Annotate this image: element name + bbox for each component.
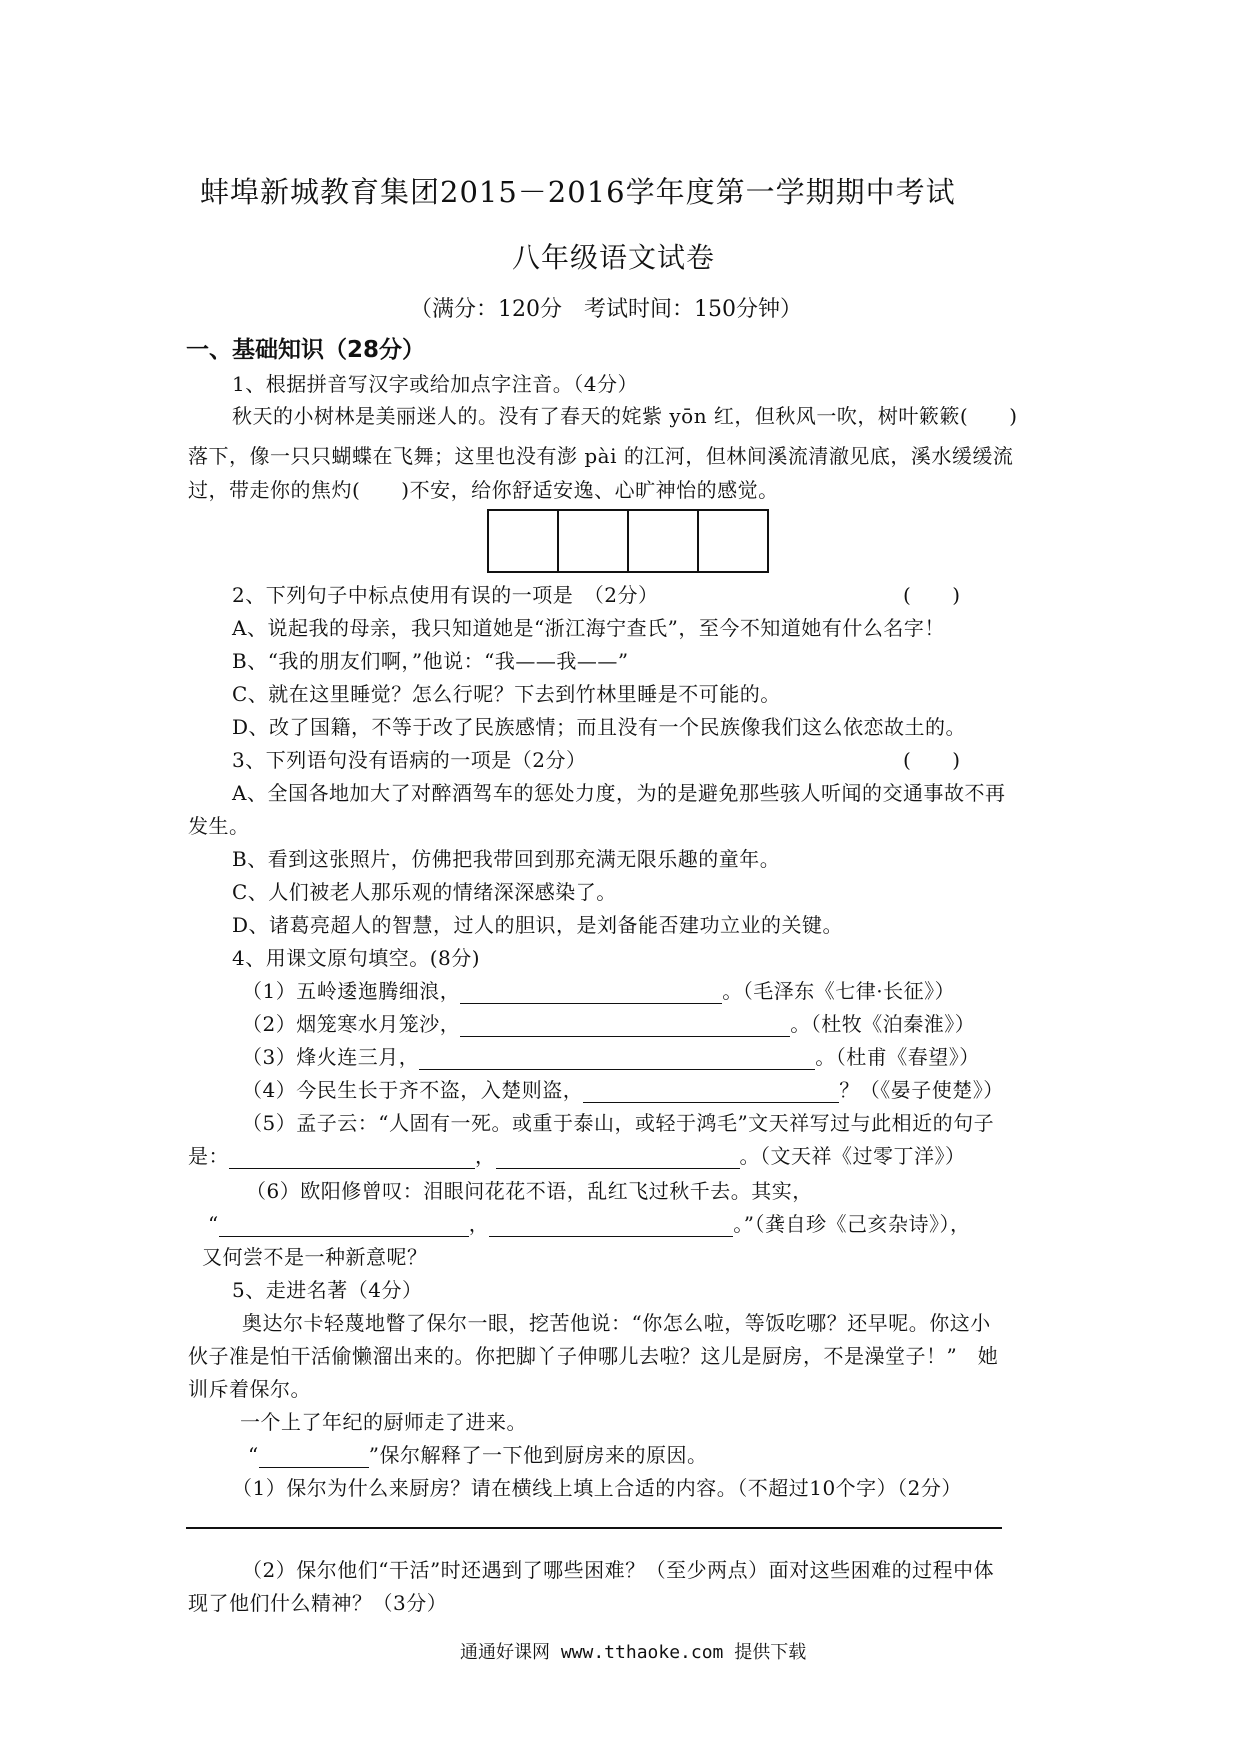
q4-item-6-end: 又何尝不是一种新意呢？: [202, 1245, 428, 1269]
q4-item-source: 。（文天祥《过零丁洋》）: [739, 1144, 966, 1168]
answer-box[interactable]: [699, 511, 767, 571]
q5-text: ”保尔解释了一下他到厨房来的原因。: [368, 1443, 708, 1467]
footer-text: 通通好课网 www.tthaoke.com 提供下载: [460, 1642, 807, 1663]
q2-option-d: D、改了国籍，不等于改了民族感情；而且没有一个民族像我们这么依恋故土的。: [232, 715, 967, 739]
q2-prompt: 2、下列句子中标点使用有误的一项是 （2分）: [232, 583, 659, 607]
q4-prompt: 4、用课文原句填空。(8分): [232, 946, 481, 970]
q4-item-source: 。（杜牧《泊秦淮》）: [790, 1012, 976, 1036]
answer-box[interactable]: [629, 511, 699, 571]
answer-boxes[interactable]: [487, 509, 769, 573]
q3-option-a: A、全国各地加大了对醉酒驾车的惩处力度，为的是避免那些骇人听闻的交通事故不再: [232, 781, 1006, 805]
q1-text-line: 落下，像一只只蝴蝶在飞舞；这里也没有澎 pài 的江河，但林间溪流清澈见底，溪水缓缓流: [188, 444, 1014, 468]
q1-text-line: 过，带走你的焦灼( )不安，给你舒适安逸、心旷神怡的感觉。: [188, 478, 779, 502]
q3-option-b: B、看到这张照片，仿佛把我带回到那充满无限乐趣的童年。: [232, 847, 781, 871]
q4-item-5: （5）孟子云：“人固有一死。或重于泰山，或轻于鸿毛”文天祥写过与此相近的句子: [242, 1111, 995, 1135]
q5-passage-line: 奥达尔卡轻蔑地瞥了保尔一眼，挖苦他说：“你怎么啦，等饭吃哪？还早呢。你这小: [242, 1311, 991, 1335]
fill-blank[interactable]: [259, 1445, 369, 1468]
q4-item-6: （6）欧阳修曾叹：泪眼问花花不语，乱红飞过秋千去。其实，: [246, 1179, 813, 1203]
q4-item-source: ？（《晏子使楚》）: [839, 1078, 1004, 1102]
q1-text-line: 秋天的小树林是美丽迷人的。没有了春天的姹紫 yōn 红，但秋风一吹，树叶簌簌( ): [232, 404, 1018, 428]
q4-item-text: （3）烽火连三月，: [242, 1045, 420, 1069]
fill-blank[interactable]: [460, 981, 722, 1004]
q3-answer-paren[interactable]: ( ): [903, 748, 961, 772]
fill-blank[interactable]: [460, 1014, 790, 1037]
fill-blank[interactable]: [583, 1080, 839, 1103]
fill-blank[interactable]: [489, 1214, 733, 1237]
q4-item-5-answer: [188, 1140, 966, 1169]
fill-blank[interactable]: [419, 1047, 815, 1070]
q4-item-6-answer: [208, 1208, 970, 1237]
q4-item-source: 。（杜甫《春望》）: [815, 1045, 980, 1069]
q2-option-b: B、“我的朋友们啊，”他说：“我——我——”: [232, 649, 629, 673]
section-heading: 一、基础知识（28分）: [186, 337, 426, 363]
q5-subquestion-1: （1）保尔为什么来厨房？请在横线上填上合适的内容。（不超过10个字）（2分）: [232, 1476, 962, 1500]
q5-passage-line: [248, 1439, 707, 1468]
q4-item-1: [242, 975, 955, 1004]
q4-item-text: 是：: [188, 1144, 229, 1168]
fill-blank[interactable]: [229, 1146, 475, 1169]
q5-prompt: 5、走进名著（4分）: [232, 1278, 423, 1302]
q4-item-source: 。”（龚自珍《己亥杂诗》），: [733, 1212, 971, 1236]
answer-line[interactable]: [186, 1527, 1002, 1529]
q5-passage-line: 一个上了年纪的厨师走了进来。: [240, 1410, 527, 1434]
answer-box[interactable]: [559, 511, 629, 571]
fill-blank[interactable]: [219, 1214, 469, 1237]
q4-item-text: （2）烟笼寒水月笼沙，: [242, 1012, 461, 1036]
q5-passage-line: 伙子准是怕干活偷懒溜出来的。你把脚丫子伸哪儿去啦？这儿是厨房，不是澡堂子！” 她: [188, 1344, 999, 1368]
q5-text: “: [248, 1443, 259, 1467]
fill-blank[interactable]: [496, 1146, 740, 1169]
q4-item-text: ，: [468, 1212, 490, 1236]
q1-prompt: 1、根据拼音写汉字或给加点字注音。（4分）: [232, 372, 638, 396]
answer-box[interactable]: [489, 511, 559, 571]
q2-option-a: A、说起我的母亲，我只知道她是“浙江海宁查氏”，至今不知道她有什么名字！: [232, 616, 945, 640]
q4-item-3: [242, 1041, 980, 1070]
q3-option-a-cont: 发生。: [188, 814, 250, 838]
q4-item-text: （1）五岭逶迤腾细浪，: [242, 979, 461, 1003]
q4-item-2: [242, 1008, 975, 1037]
q3-option-d: D、诸葛亮超人的智慧，过人的胆识，是刘备能否建功立业的关键。: [232, 913, 844, 937]
q2-option-c: C、就在这里睡觉？怎么行呢？下去到竹林里睡是不可能的。: [232, 682, 781, 706]
page-subtitle: 八年级语文试卷: [512, 241, 716, 274]
q4-item-4: [242, 1074, 1004, 1103]
q4-item-text: （4）今民生长于齐不盗，入楚则盗，: [242, 1078, 584, 1102]
q5-subquestion-2: （2）保尔他们“干活”时还遇到了哪些困难？（至少两点）面对这些困难的过程中体: [242, 1558, 995, 1582]
q4-item-text: “: [208, 1212, 219, 1236]
q5-subquestion-2-cont: 现了他们什么精神？（3分）: [188, 1591, 448, 1615]
q4-item-text: ，: [475, 1144, 496, 1168]
exam-info: （满分：120分 考试时间：150分钟）: [410, 297, 802, 322]
q3-option-c: C、人们被老人那乐观的情绪深深感染了。: [232, 880, 617, 904]
q3-prompt: 3、下列语句没有语病的一项是（2分）: [232, 748, 587, 772]
q4-item-source: 。（毛泽东《七律·长征》）: [722, 979, 956, 1003]
page-title: 蚌埠新城教育集团2015－2016学年度第一学期期中考试: [200, 175, 956, 209]
q2-answer-paren[interactable]: ( ): [903, 583, 961, 607]
q5-passage-line: 训斥着保尔。: [188, 1377, 311, 1401]
